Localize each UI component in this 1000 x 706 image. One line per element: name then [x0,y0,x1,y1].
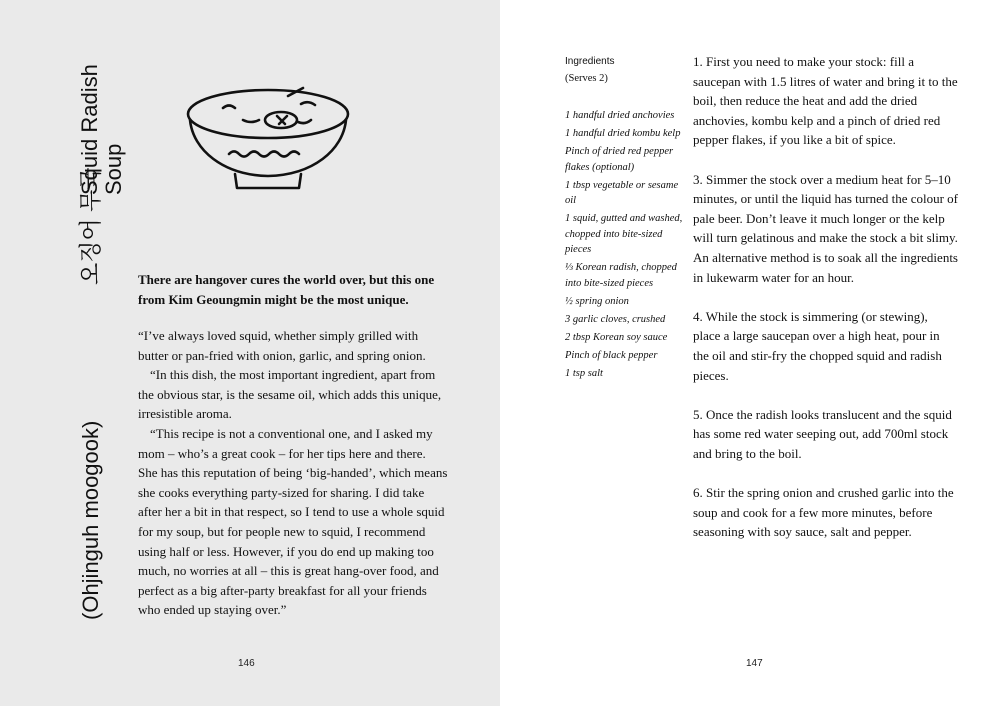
ingredient-item: 3 garlic cloves, crushed [565,314,666,326]
ingredient-item: 1 squid, gutted and washed, chopped into bite-sized pieces [565,213,683,256]
method-step: 3. Simmer the stock over a medium heat for 5–10 minutes, or until the liquid has turned the colour of pale beer. Don’t leave it much longer or the kelp will turn gelatinous and make the stock a bit slimy. An alternative method is to soak all the ingredients in lukewarm water for an hour. [693,171,959,285]
ingredient-item: 2 tbsp Korean soy sauce [565,332,668,344]
page-number-left: 146 [238,658,255,669]
quote-paragraph: “I’ve always loved squid, whether simply grilled with butter or pan-fried with onion, garlic, and spring onion. [138,328,426,363]
ingredient-item: ⅓ Korean radish, chopped into bite-sized pieces [565,262,677,289]
method-step: 1. First you need to make your stock: fill a saucepan with 1.5 litres of water and bring it to the boil, then reduce the heat and add the dried anchovies, kombu kelp and a pinch of dried red pepper flakes, if you like a bit of spice. [693,54,958,148]
ingredients-list [565,108,685,385]
quote-paragraph: “In this dish, the most important ingredient, apart from the obvious star, is the sesame oil, which adds this unique, irresistible aroma. [138,367,442,422]
quote-paragraph: “This recipe is not a conventional one, and I asked my mom – who’s a great cook – for her tips here and there. She has this reputation of being ‘big-handed’, which means she cooks everything party-sized for sharing. I did take after her a bit in that respect, so I tend to use a whole squid for my soup, but for people new to squid, I recommend using half or less. However, if you do end up making too much, no worries at all – this is great hang-over food, and perfect as a big after-party breakfast for all your friends who ended up staying over.” [138,425,448,618]
ingredients-heading: Ingredients [565,56,615,67]
ingredient-item: 1 handful dried anchovies [565,110,675,121]
page-number-right: 147 [746,658,763,669]
intro-text: There are hangover cures the world over, but this one from Kim Geoungmin might be the most unique. [138,272,435,307]
soup-bowl-icon [183,80,353,200]
method-step: 5. Once the radish looks translucent and the squid has some red water seeping out, add 700ml stock and bring to the boil. [693,406,952,461]
recipe-title-korean: 오징어 무국 [77,167,103,285]
method-step: 4. While the stock is simmering (or stewing), place a large saucepan over a high heat, pour in the oil and stir-fry the chopped squid and radish pieces. [693,308,942,383]
serves-label: (Serves 2) [565,73,608,84]
method-step: 6. Stir the spring onion and crushed garlic into the soup and cook for a few more minutes, before seasoning with soy sauce, salt and pepper. [693,485,954,540]
ingredient-item: 1 tsp salt [565,368,603,380]
recipe-title-romanized: (Ohjinguh moogook) [78,420,103,620]
quote-block [138,326,448,620]
method-steps [693,52,958,561]
ingredient-item: 1 tbsp vegetable or sesame oil [565,179,679,207]
recipe-title: Squid Radish Soup [77,64,126,195]
ingredient-item: ½ spring onion [565,296,629,308]
ingredient-item: Pinch of dried red pepper flakes (optional) [565,146,674,173]
ingredient-item: 1 handful dried kombu kelp [565,128,681,140]
ingredient-item: Pinch of black pepper [565,350,658,362]
